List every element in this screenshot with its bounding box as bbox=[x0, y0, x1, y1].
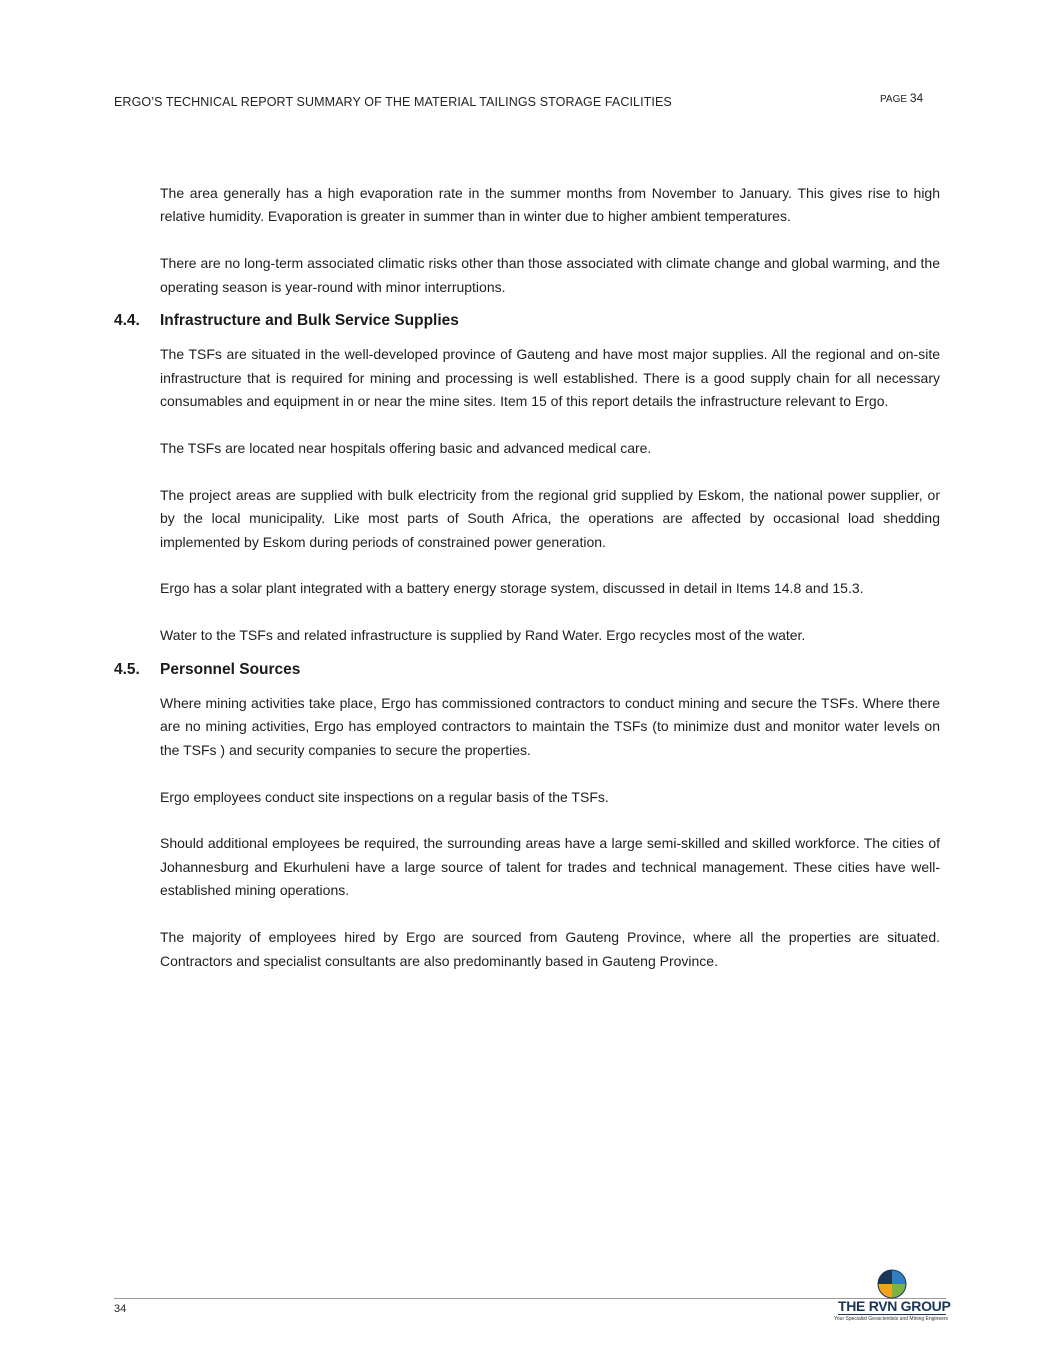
section-paragraph: Ergo has a solar plant integrated with a battery energy storage system, discussed in detail in Items 14.8 and 15.3. bbox=[160, 580, 864, 597]
section-paragraph: Should additional employees be required, the surrounding areas have a large semi-skilled and skilled workforce. The cities of Johannesburg and Ekurhuleni have a large source of talent for trades and technical management. These cities have well-established mining operations. bbox=[160, 835, 940, 899]
section-heading-personnel bbox=[114, 658, 940, 682]
company-logo bbox=[832, 1268, 952, 1324]
logo-pie-icon bbox=[876, 1268, 908, 1300]
intro-paragraph: The area generally has a high evaporation rate in the summer months from November to January. This gives rise to high relative humidity. Evaporation is greater in summer than in winter due to higher ambient temperatures. bbox=[160, 185, 940, 225]
section-paragraph: The project areas are supplied with bulk electricity from the regional grid supplied by Eskom, the national power supplier, or by the local municipality. Like most parts of South Africa, the operations are affected by occasional load shedding implemented by Eskom during periods of constrained power generation. bbox=[160, 486, 940, 550]
logo-underline bbox=[838, 1314, 946, 1315]
section-heading-infrastructure bbox=[114, 309, 940, 333]
footer-page-number: 34 bbox=[114, 1303, 127, 1315]
section-number: 4.5. bbox=[114, 660, 140, 678]
logo-tagline: Your Specialist Geoscientists and Mining Engineers bbox=[834, 1316, 949, 1322]
section-paragraph: The TSFs are situated in the well-developed province of Gauteng and have most major supplies. All the regional and on-site infrastructure that is required for mining and processing is well established. There is a good supply chain for all necessary consumables and equipment in or near the mine sites. Item 15 of this report details the infrastructure relevant to Ergo. bbox=[160, 346, 940, 409]
header-page-label bbox=[880, 91, 923, 105]
section-title: Personnel Sources bbox=[160, 660, 301, 678]
logo-wordmark: THE RVN GROUP bbox=[838, 1298, 951, 1314]
section-paragraph: The majority of employees hired by Ergo are sourced from Gauteng Province, where all the properties are situated. Contractors and specialist consultants are also predominantly based in Gauteng Province. bbox=[160, 929, 940, 969]
header-page-prefix: PAGE bbox=[880, 94, 908, 105]
section-paragraph: Ergo employees conduct site inspections on a regular basis of the TSFs. bbox=[160, 788, 609, 805]
section-paragraph: Water to the TSFs and related infrastructure is supplied by Rand Water. Ergo recycles most of the water. bbox=[160, 627, 806, 644]
section-paragraph: The TSFs are located near hospitals offering basic and advanced medical care. bbox=[160, 439, 652, 456]
intro-paragraph: There are no long-term associated climatic risks other than those associated with climate change and global warming, and the operating season is year-round with minor interruptions. bbox=[160, 255, 940, 295]
footer-divider bbox=[114, 1298, 946, 1299]
section-number: 4.4. bbox=[114, 312, 140, 330]
report-title: ERGO’S TECHNICAL REPORT SUMMARY OF THE MATERIAL TAILINGS STORAGE FACILITIES bbox=[114, 95, 672, 109]
document-body bbox=[114, 182, 940, 973]
section-paragraph: Where mining activities take place, Ergo has commissioned contractors to conduct mining and secure the TSFs. Where there are no mining activities, Ergo has employed contractors to maintain the TSFs (to minimize dust and monitor water levels on the TSFs ) and security companies to secure the properties. bbox=[160, 694, 940, 758]
section-title: Infrastructure and Bulk Service Supplies bbox=[160, 312, 459, 330]
header-page-number: 34 bbox=[909, 91, 924, 105]
